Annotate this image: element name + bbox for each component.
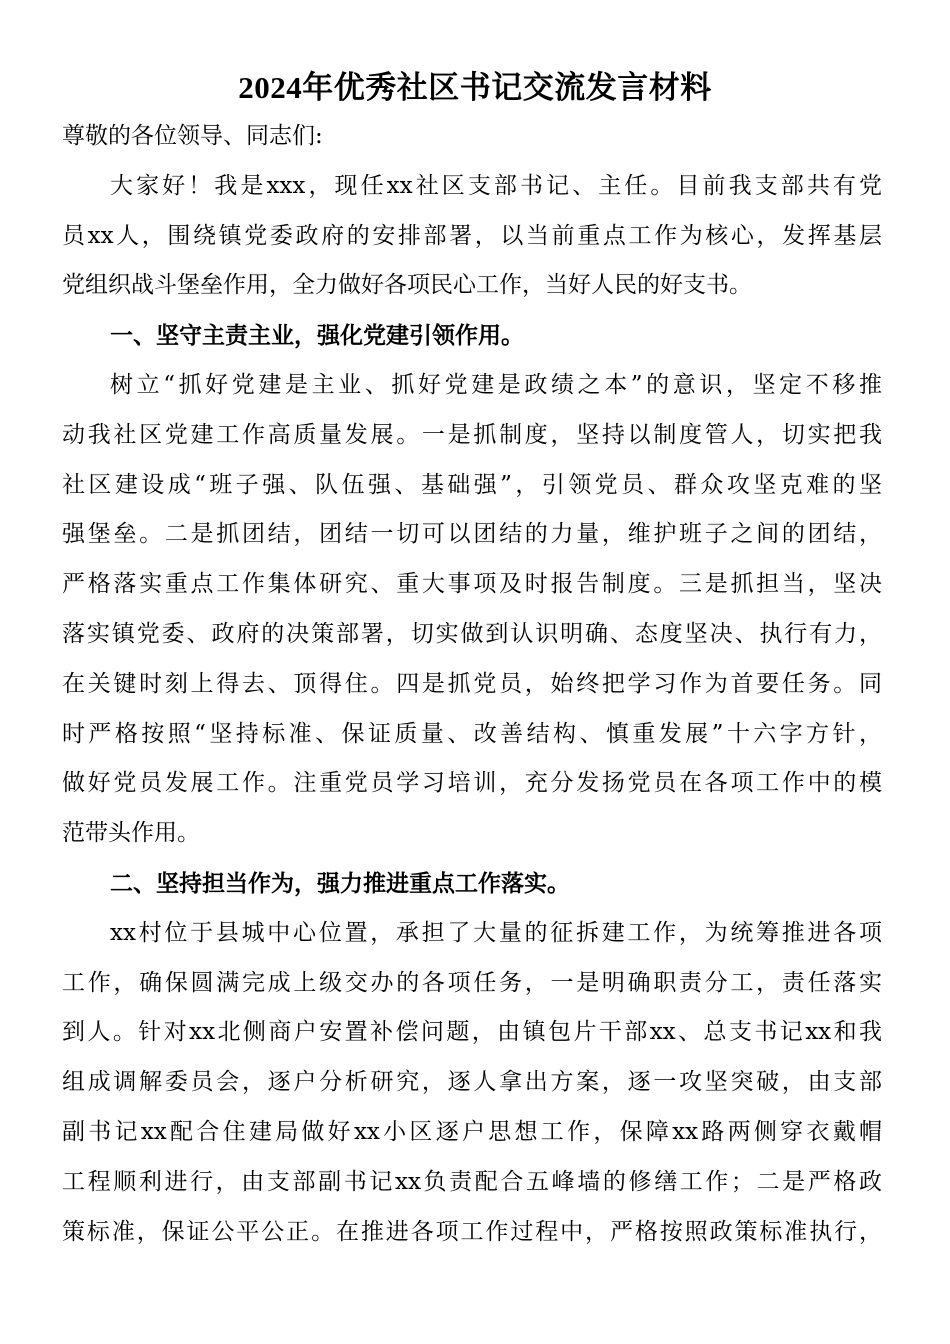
text-line: 强堡垒。二是抓团结，团结一切可以团结的力量，维护班子之间的团结， [62, 521, 882, 548]
text-line: 树立“抓好党建是主业、抓好党建是政绩之本”的意识，坚定不移推 [110, 371, 882, 398]
text-line: 落实镇党委、政府的决策部署，切实做到认识明确、态度坚决、执行有力， [62, 620, 882, 647]
text-line: 工程顺利进行，由支部副书记xx负责配合五峰墙的修缮工作；二是严格政 [62, 1168, 882, 1195]
text-line: 做好党员发展工作。注重党员学习培训，充分发扬党员在各项工作中的模 [62, 770, 882, 797]
text-line: 动我社区党建工作高质量发展。一是抓制度，坚持以制度管人，切实把我 [62, 421, 882, 448]
text-line: xx村位于县城中心位置，承担了大量的征拆建工作，为统筹推进各项 [110, 919, 882, 946]
text-line: 尊敬的各位领导、同志们: [62, 123, 323, 149]
document-body [62, 112, 882, 1257]
paragraph [62, 162, 882, 311]
text-line: 二、坚持担当作为，强力推进重点工作落实。 [110, 869, 570, 897]
text-line: 一、坚守主责主业，强化党建引领作用。 [110, 322, 524, 350]
text-line: 大家好！我是xxx，现任xx社区支部书记、主任。目前我支部共有党 [110, 172, 882, 199]
paragraph [62, 909, 882, 1258]
text-line: 工作，确保圆满完成上级交办的各项任务，一是明确职责分工，责任落实 [62, 969, 882, 996]
document-title: 2024年优秀社区书记交流发言材料 [238, 70, 712, 105]
text-line: 严格落实重点工作集体研究、重大事项及时报告制度。三是抓担当，坚决 [62, 571, 882, 598]
text-line: 时严格按照“坚持标准、保证质量、改善结构、慎重发展”十六字方针， [62, 720, 882, 747]
text-line: 策标准，保证公平公正。在推进各项工作过程中，严格按照政策标准执行， [62, 1218, 882, 1245]
section-heading [62, 311, 882, 361]
section-heading [62, 859, 882, 909]
salutation [62, 112, 882, 162]
text-line: 组成调解委员会，逐户分析研究，逐人拿出方案，逐一攻坚突破，由支部 [62, 1069, 882, 1096]
paragraph [62, 361, 882, 859]
text-line: 到人。针对xx北侧商户安置补偿问题，由镇包片干部xx、总支书记xx和我 [62, 1019, 882, 1046]
text-line: 在关键时刻上得去、顶得住。四是抓党员，始终把学习作为首要任务。同 [62, 670, 882, 697]
text-line: 范带头作用。 [62, 820, 200, 847]
text-line: 副书记xx配合住建局做好xx小区逐户思想工作，保障xx路两侧穿衣戴帽 [62, 1118, 882, 1145]
text-line: 党组织战斗堡垒作用，全力做好各项民心工作，当好人民的好支书。 [62, 272, 752, 299]
text-line: 社区建设成“班子强、队伍强、基础强”，引领党员、群众攻坚克难的坚 [62, 471, 882, 498]
text-line: 员xx人，围绕镇党委政府的安排部署，以当前重点工作为核心，发挥基层 [62, 222, 882, 249]
